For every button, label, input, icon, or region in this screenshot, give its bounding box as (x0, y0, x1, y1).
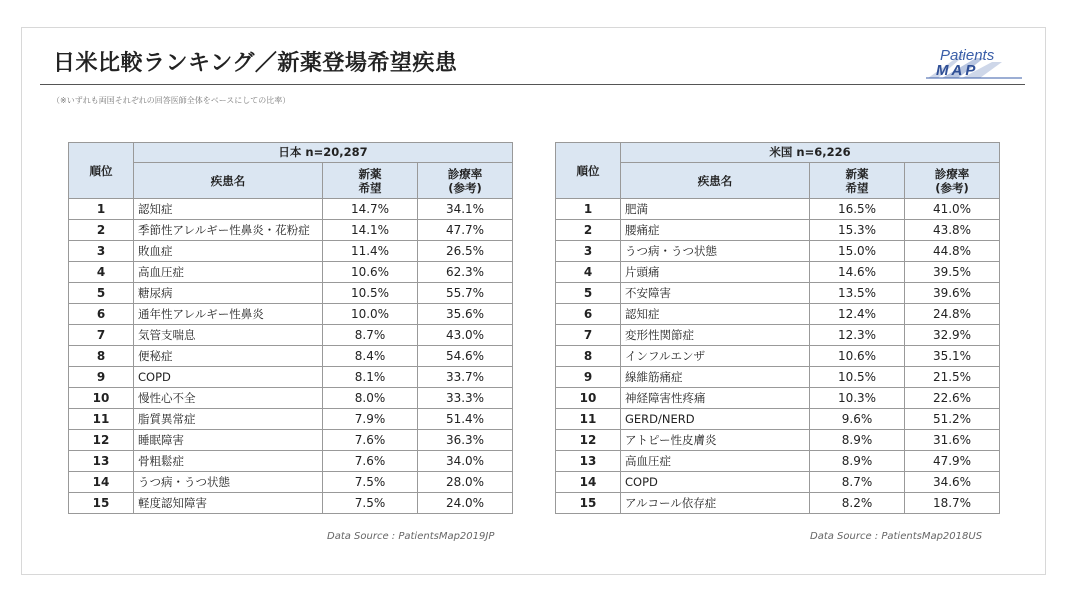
new-drug-hope-cell: 8.9% (810, 430, 905, 451)
treatment-rate-cell: 26.5% (418, 241, 513, 262)
table-row (69, 304, 513, 325)
rank-cell: 12 (556, 430, 621, 451)
rank-cell: 10 (556, 388, 621, 409)
treatment-rate-cell: 24.8% (905, 304, 1000, 325)
treatment-rate-cell: 24.0% (418, 493, 513, 514)
disease-header: 疾患名 (134, 163, 323, 199)
rank-cell: 4 (556, 262, 621, 283)
rank-cell: 4 (69, 262, 134, 283)
us-data-source: Data Source : PatientsMap2018US (810, 531, 983, 542)
disease-cell: COPD (621, 472, 810, 493)
treatment-rate-cell: 31.6% (905, 430, 1000, 451)
japan-ranking-table (68, 142, 513, 514)
new-drug-hope-cell: 7.6% (323, 451, 418, 472)
treatment-rate-cell: 39.6% (905, 283, 1000, 304)
rank-cell: 8 (69, 346, 134, 367)
new-drug-hope-cell: 8.2% (810, 493, 905, 514)
disease-cell: アルコール依存症 (621, 493, 810, 514)
rank-cell: 13 (69, 451, 134, 472)
table-row (69, 493, 513, 514)
treatment-rate-cell: 43.8% (905, 220, 1000, 241)
treatment-rate-cell: 43.0% (418, 325, 513, 346)
table-row (69, 220, 513, 241)
svg-text:Patients: Patients (940, 47, 995, 64)
rank-cell: 5 (556, 283, 621, 304)
rank-cell: 2 (69, 220, 134, 241)
new-drug-hope-cell: 10.0% (323, 304, 418, 325)
table-row (69, 409, 513, 430)
new-drug-hope-cell: 9.6% (810, 409, 905, 430)
new-drug-hope-cell: 14.7% (323, 199, 418, 220)
table-row (556, 304, 1000, 325)
table-row (556, 283, 1000, 304)
disease-cell: 慢性心不全 (134, 388, 323, 409)
table-row (69, 430, 513, 451)
rank-cell: 14 (556, 472, 621, 493)
treatment-rate-header: 診療率 (参考) (905, 163, 1000, 199)
disease-cell: 糖尿病 (134, 283, 323, 304)
disease-cell: 脂質異常症 (134, 409, 323, 430)
table-row (556, 346, 1000, 367)
disease-cell: GERD/NERD (621, 409, 810, 430)
treatment-rate-cell: 44.8% (905, 241, 1000, 262)
new-drug-hope-cell: 8.7% (323, 325, 418, 346)
disease-cell: うつ病・うつ状態 (134, 472, 323, 493)
rank-cell: 9 (556, 367, 621, 388)
new-drug-hope-cell: 15.0% (810, 241, 905, 262)
disease-cell: うつ病・うつ状態 (621, 241, 810, 262)
rank-cell: 3 (556, 241, 621, 262)
treatment-rate-cell: 47.7% (418, 220, 513, 241)
new-drug-hope-header: 新薬 希望 (810, 163, 905, 199)
new-drug-hope-cell: 8.7% (810, 472, 905, 493)
table-row (69, 451, 513, 472)
table-row (556, 241, 1000, 262)
treatment-rate-cell: 22.6% (905, 388, 1000, 409)
disease-cell: 睡眠障害 (134, 430, 323, 451)
rank-cell: 8 (556, 346, 621, 367)
disease-cell: COPD (134, 367, 323, 388)
us-heading: 米国 n=6,226 (621, 143, 1000, 163)
treatment-rate-cell: 35.1% (905, 346, 1000, 367)
treatment-rate-cell: 39.5% (905, 262, 1000, 283)
treatment-rate-cell: 41.0% (905, 199, 1000, 220)
rank-cell: 1 (69, 199, 134, 220)
disease-cell: 腰痛症 (621, 220, 810, 241)
new-drug-hope-cell: 16.5% (810, 199, 905, 220)
treatment-rate-cell: 62.3% (418, 262, 513, 283)
new-drug-hope-cell: 8.1% (323, 367, 418, 388)
table-row (69, 346, 513, 367)
treatment-rate-cell: 35.6% (418, 304, 513, 325)
treatment-rate-cell: 34.1% (418, 199, 513, 220)
new-drug-hope-cell: 8.0% (323, 388, 418, 409)
table-row (556, 472, 1000, 493)
disease-cell: 便秘症 (134, 346, 323, 367)
treatment-rate-cell: 47.9% (905, 451, 1000, 472)
rank-cell: 2 (556, 220, 621, 241)
treatment-rate-cell: 33.7% (418, 367, 513, 388)
rank-cell: 9 (69, 367, 134, 388)
disease-cell: 線維筋痛症 (621, 367, 810, 388)
rank-cell: 7 (69, 325, 134, 346)
treatment-rate-cell: 28.0% (418, 472, 513, 493)
rank-cell: 3 (69, 241, 134, 262)
table-row (556, 220, 1000, 241)
table-row (556, 199, 1000, 220)
table-row (556, 325, 1000, 346)
table-row (556, 409, 1000, 430)
disease-header: 疾患名 (621, 163, 810, 199)
table-row (556, 451, 1000, 472)
table-row (556, 493, 1000, 514)
rank-cell: 7 (556, 325, 621, 346)
logo-lettering (922, 44, 1026, 80)
table-row (69, 325, 513, 346)
rank-cell: 15 (69, 493, 134, 514)
svg-text:MAP: MAP (936, 62, 979, 79)
treatment-rate-cell: 51.4% (418, 409, 513, 430)
disease-cell: アトピー性皮膚炎 (621, 430, 810, 451)
new-drug-hope-cell: 11.4% (323, 241, 418, 262)
treatment-rate-cell: 18.7% (905, 493, 1000, 514)
treatment-rate-cell: 55.7% (418, 283, 513, 304)
treatment-rate-cell: 34.0% (418, 451, 513, 472)
table-row (556, 430, 1000, 451)
table-row (69, 472, 513, 493)
new-drug-hope-cell: 7.5% (323, 493, 418, 514)
new-drug-hope-cell: 7.9% (323, 409, 418, 430)
new-drug-hope-cell: 10.5% (323, 283, 418, 304)
rank-cell: 15 (556, 493, 621, 514)
treatment-rate-cell: 51.2% (905, 409, 1000, 430)
table-row (69, 199, 513, 220)
table-row (556, 367, 1000, 388)
new-drug-hope-cell: 10.6% (323, 262, 418, 283)
rank-cell: 12 (69, 430, 134, 451)
new-drug-hope-cell: 10.6% (810, 346, 905, 367)
disease-cell: 気管支喘息 (134, 325, 323, 346)
treatment-rate-cell: 32.9% (905, 325, 1000, 346)
new-drug-hope-cell: 13.5% (810, 283, 905, 304)
new-drug-hope-cell: 7.6% (323, 430, 418, 451)
rank-cell: 11 (556, 409, 621, 430)
table-row (69, 388, 513, 409)
japan-heading: 日本 n=20,287 (134, 143, 513, 163)
title-divider (40, 84, 1025, 85)
rank-cell: 1 (556, 199, 621, 220)
new-drug-hope-cell: 8.4% (323, 346, 418, 367)
disease-cell: インフルエンザ (621, 346, 810, 367)
disease-cell: 高血圧症 (134, 262, 323, 283)
new-drug-hope-cell: 15.3% (810, 220, 905, 241)
new-drug-hope-cell: 7.5% (323, 472, 418, 493)
rank-cell: 14 (69, 472, 134, 493)
new-drug-hope-cell: 10.3% (810, 388, 905, 409)
rank-cell: 10 (69, 388, 134, 409)
rank-cell: 6 (69, 304, 134, 325)
disease-cell: 敗血症 (134, 241, 323, 262)
disease-cell: 骨粗鬆症 (134, 451, 323, 472)
rank-cell: 6 (556, 304, 621, 325)
footnote: （※いずれも両国それぞれの回答医師全体をベースにしての比率） (52, 96, 291, 105)
treatment-rate-cell: 36.3% (418, 430, 513, 451)
us-ranking-table (555, 142, 1000, 514)
table-row (556, 388, 1000, 409)
new-drug-hope-cell: 12.3% (810, 325, 905, 346)
treatment-rate-header: 診療率 (参考) (418, 163, 513, 199)
disease-cell: 高血圧症 (621, 451, 810, 472)
page-title: 日米比較ランキング／新薬登場希望疾患 (53, 51, 458, 76)
disease-cell: 肥満 (621, 199, 810, 220)
treatment-rate-cell: 34.6% (905, 472, 1000, 493)
disease-cell: 軽度認知障害 (134, 493, 323, 514)
table-row (69, 241, 513, 262)
disease-cell: 季節性アレルギー性鼻炎・花粉症 (134, 220, 323, 241)
rank-header: 順位 (556, 143, 621, 199)
new-drug-hope-cell: 14.1% (323, 220, 418, 241)
disease-cell: 神経障害性疼痛 (621, 388, 810, 409)
treatment-rate-cell: 33.3% (418, 388, 513, 409)
disease-cell: 認知症 (134, 199, 323, 220)
disease-cell: 変形性関節症 (621, 325, 810, 346)
new-drug-hope-cell: 14.6% (810, 262, 905, 283)
disease-cell: 通年性アレルギー性鼻炎 (134, 304, 323, 325)
disease-cell: 片頭痛 (621, 262, 810, 283)
rank-cell: 5 (69, 283, 134, 304)
new-drug-hope-header: 新薬 希望 (323, 163, 418, 199)
new-drug-hope-cell: 12.4% (810, 304, 905, 325)
treatment-rate-cell: 21.5% (905, 367, 1000, 388)
disease-cell: 認知症 (621, 304, 810, 325)
table-row (69, 367, 513, 388)
table-row (556, 262, 1000, 283)
table-row (69, 283, 513, 304)
rank-cell: 11 (69, 409, 134, 430)
table-row (69, 262, 513, 283)
rank-header: 順位 (69, 143, 134, 199)
treatment-rate-cell: 54.6% (418, 346, 513, 367)
rank-cell: 13 (556, 451, 621, 472)
disease-cell: 不安障害 (621, 283, 810, 304)
new-drug-hope-cell: 10.5% (810, 367, 905, 388)
new-drug-hope-cell: 8.9% (810, 451, 905, 472)
japan-data-source: Data Source : PatientsMap2019JP (327, 531, 495, 542)
